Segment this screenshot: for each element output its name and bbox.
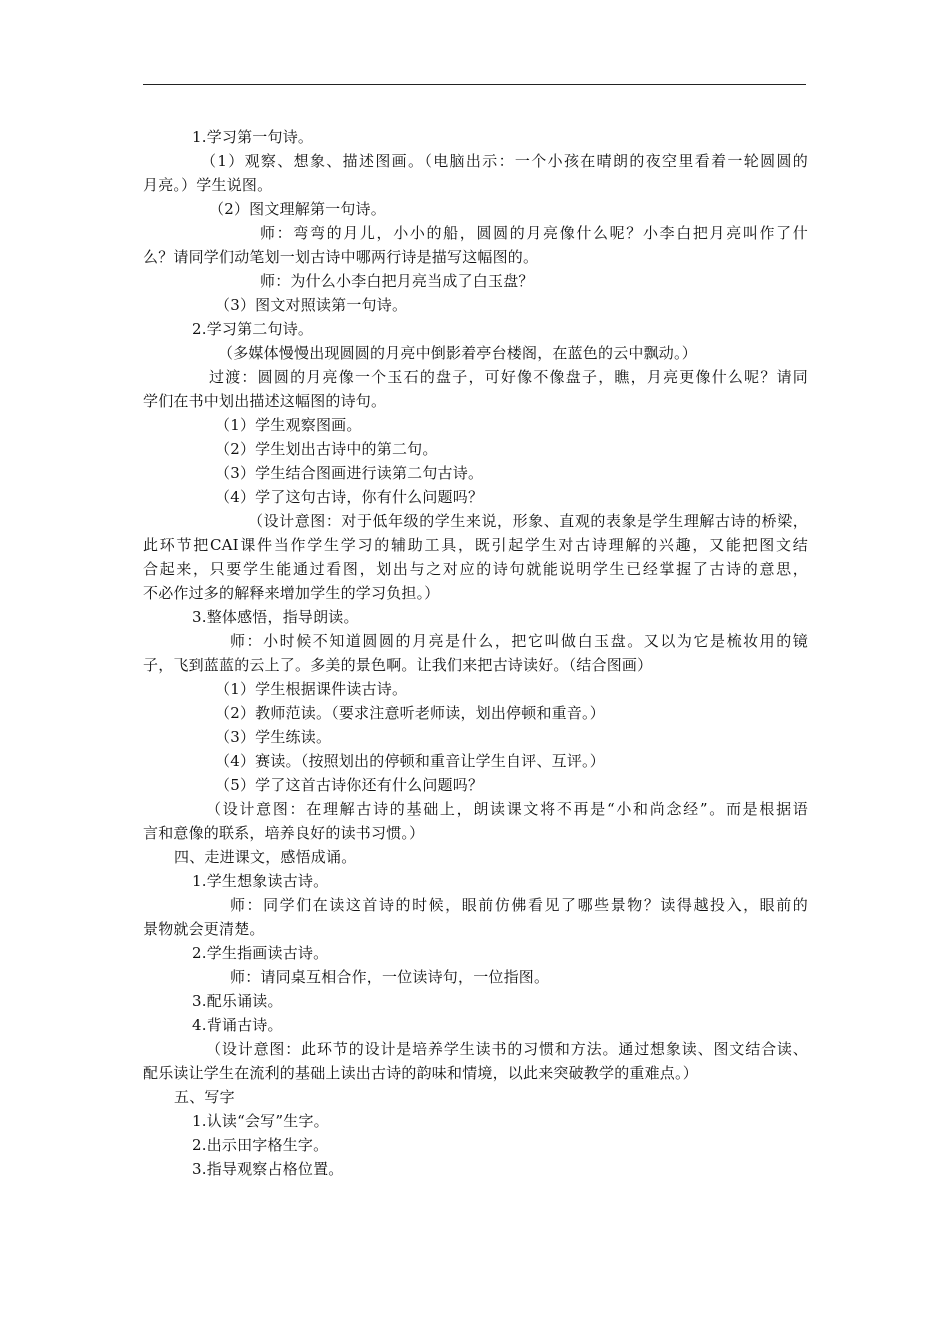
- section-heading-four: 四、走进课文，感悟成诵。: [174, 848, 357, 866]
- paragraph-line: 师：小时候不知道圆圆的月亮是什么，把它叫做白玉盘。又以为它是梳妆用的镜: [230, 632, 808, 650]
- paragraph-line: （2）学生划出古诗中的第二句。: [215, 440, 438, 458]
- heading-music-recite: 3.配乐诵读。: [192, 992, 283, 1010]
- paragraph-line: 师：为什么小李白把月亮当成了白玉盘？: [260, 272, 534, 290]
- paragraph-line: 子，飞到蓝蓝的云上了。多美的景色啊。让我们来把古诗读好。（结合图画）: [143, 656, 653, 674]
- paragraph-line: （4）赛读。（按照划出的停顿和重音让学生自评、互评。）: [215, 752, 605, 770]
- paragraph-line: 景物就会更清楚。: [143, 920, 265, 938]
- paragraph-line: 过渡：圆圆的月亮像一个玉石的盘子，可好像不像盘子，瞧，月亮更像什么呢？请同: [209, 368, 808, 386]
- design-intent-line: 合起来，只要学生能通过看图，划出与之对应的诗句就能说明学生已经掌握了古诗的意思，: [143, 560, 808, 578]
- design-intent-line: （设计意图：此环节的设计是培养学生读书的习惯和方法。通过想象读、图文结合读、: [206, 1040, 808, 1058]
- paragraph-line: （3）学生结合图画进行读第二句古诗。: [215, 464, 484, 482]
- paragraph-line: （3）图文对照读第一句诗。: [215, 296, 408, 314]
- header-rule: [143, 84, 806, 85]
- list-item: 3.指导观察占格位置。: [192, 1160, 344, 1178]
- heading-learn-second-line: 2.学习第二句诗。: [192, 320, 314, 338]
- document-body: [143, 125, 808, 1181]
- paragraph-line: （3）学生练读。: [215, 728, 332, 746]
- heading-point-read: 2.学生指画读古诗。: [192, 944, 329, 962]
- heading-imagine-read: 1.学生想象读古诗。: [192, 872, 329, 890]
- paragraph-line: （1）观察、想象、描述图画。（电脑出示：一个小孩在晴朗的夜空里看着一轮圆圆的: [201, 152, 808, 170]
- paragraph-line: （多媒体慢慢出现圆圆的月亮中倒影着亭台楼阁，在蓝色的云中飘动。）: [218, 344, 697, 362]
- section-heading-five: 五、写字: [174, 1088, 235, 1106]
- design-intent-line: 此环节把CAI课件当作学生学习的辅助工具，既引起学生对古诗理解的兴趣，又能把图文结: [143, 536, 808, 554]
- design-intent-line: （设计意图：在理解古诗的基础上，朗读课文将不再是“小和尚念经”。而是根据语: [206, 800, 808, 818]
- paragraph-line: （2）图文理解第一句诗。: [209, 200, 386, 218]
- list-item: 1.认读“会写”生字。: [192, 1112, 329, 1130]
- paragraph-line: （4）学了这句古诗，你有什么问题吗？: [215, 488, 484, 506]
- paragraph-line: 么？请同学们动笔划一划古诗中哪两行诗是描写这幅图的。: [143, 248, 539, 266]
- design-intent-line: 配乐读让学生在流利的基础上读出古诗的韵味和情境，以此来突破教学的重难点。）: [143, 1064, 698, 1082]
- paragraph-line: 师：请同桌互相合作，一位读诗句，一位指图。: [230, 968, 550, 986]
- design-intent-line: （设计意图：对于低年级的学生来说，形象、直观的表象是学生理解古诗的桥梁，: [248, 512, 808, 530]
- paragraph-line: （2）教师范读。（要求注意听老师读，划出停顿和重音。）: [215, 704, 605, 722]
- paragraph-line: 月亮。）学生说图。: [143, 176, 273, 194]
- paragraph-line: （1）学生根据课件读古诗。: [215, 680, 408, 698]
- paragraph-line: 师：同学们在读这首诗的时候，眼前仿佛看见了哪些景物？读得越投入，眼前的: [230, 896, 808, 914]
- design-intent-line: 不必作过多的解释来增加学生的学习负担。）: [143, 584, 440, 602]
- design-intent-line: 言和意像的联系，培养良好的读书习惯。）: [143, 824, 425, 842]
- paragraph-line: 师：弯弯的月儿，小小的船，圆圆的月亮像什么呢？小李白把月亮叫作了什: [260, 224, 808, 242]
- paragraph-line: （1）学生观察图画。: [215, 416, 362, 434]
- heading-recite-poem: 4.背诵古诗。: [192, 1016, 283, 1034]
- paragraph-line: 学们在书中划出描述这幅图的诗句。: [143, 392, 387, 410]
- list-item: 2.出示田字格生字。: [192, 1136, 329, 1154]
- heading-overall-perception: 3.整体感悟，指导朗读。: [192, 608, 359, 626]
- heading-learn-first-line: 1.学习第一句诗。: [192, 128, 314, 146]
- paragraph-line: （5）学了这首古诗你还有什么问题吗？: [215, 776, 484, 794]
